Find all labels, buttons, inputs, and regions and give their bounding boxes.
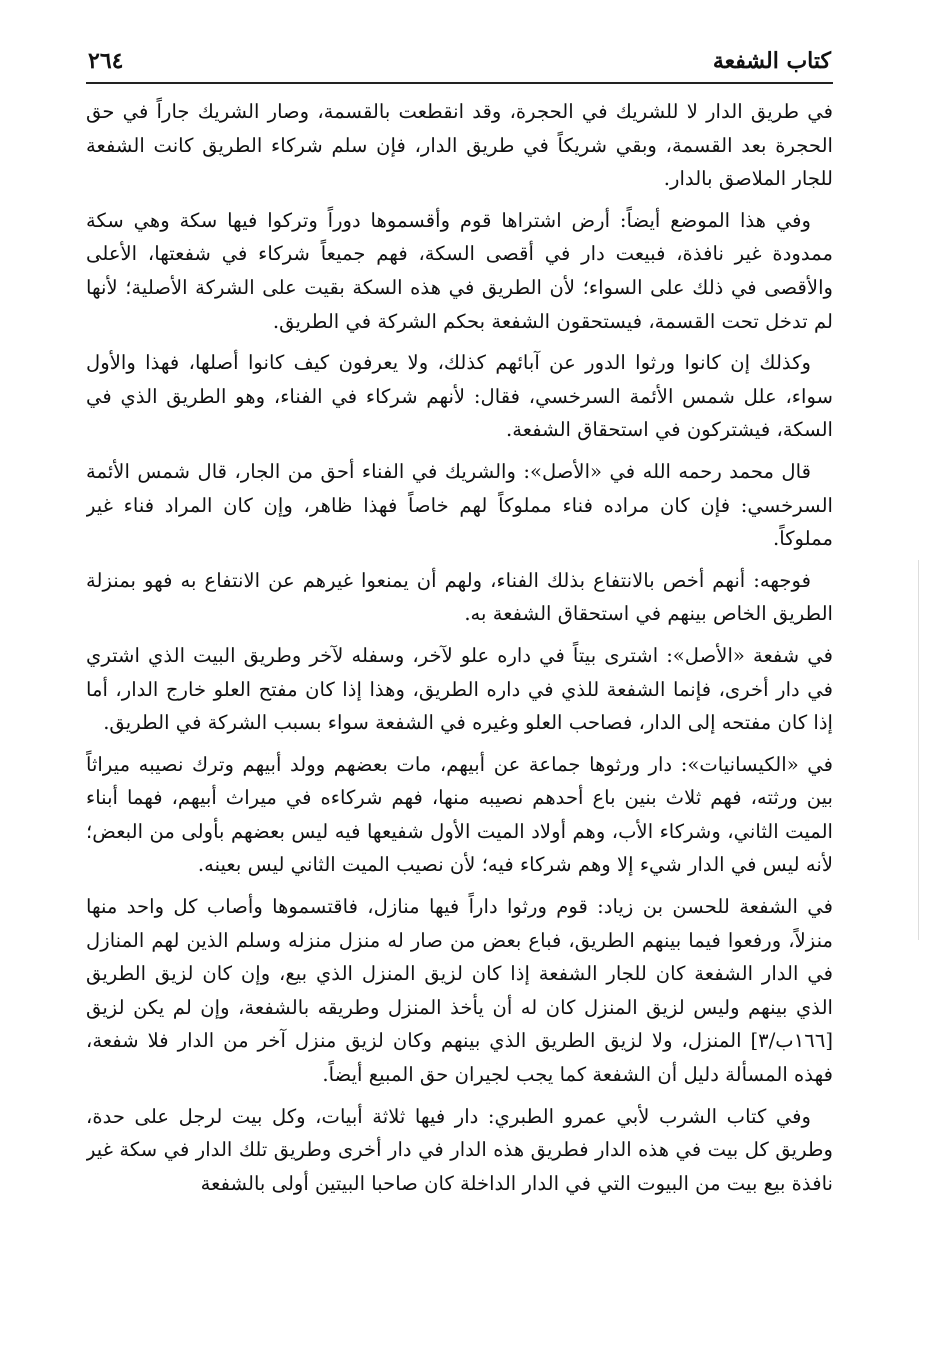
paragraph: وكذلك إن كانوا ورثوا الدور عن آبائهم كذلك، ولا يعرفون كيف كانوا أصلها، فهذا والأول سواء، علل شمس الأئمة السرخسي، فقال: لأنهم شركاء في الفناء، وهو الطريق الذي في السكة، فيشتركون في استحقاق الشفعة. xyxy=(86,351,833,442)
paragraph: وفي كتاب الشرب لأبي عمرو الطبري: دار فيها ثلاثة أبيات، وكل بيت لرجل على حدة، وطريق كل بيت في هذه الدار فطريق هذه الدار في دار أخرى وطريق تلك الدار في سكة غير نافذة بيع بيت من البيوت التي في الدار الداخلة كان صاحبا البيتين أولى بالشفعة xyxy=(86,1104,833,1195)
paragraph: في «الكيسانيات»: دار ورثوها جماعة عن أبيهم، مات بعضهم وولد أبيهم وترك نصيبه ميراثاً بين ورثته، فهم ثلاث بنين باع أحدهم نصيبه منها، فهم شركاءه في ميراث أبيهم، فهما أبناء الميت الثاني، وشركاء الأب، وهم أولاد الميت الأول شفيعها فيه ليس بعضهم بأولى من البعض؛ لأنه ليس في الدار شيء إلا وهم شركاء فيه؛ لأن نصيب الميت الثاني ليس بعينه. xyxy=(86,752,833,877)
paragraph: قال محمد رحمه الله في «الأصل»: والشريك في الفناء أحق من الجار، قال شمس الأئمة السرخسي: فإن كان مراده فناء مملوكاً لهم خاصاً فهذا ظاهر، وإن كان المراد فناء غير مملوكاً. xyxy=(86,459,833,551)
page-header xyxy=(88,38,831,74)
running-title: كتاب الشفعة xyxy=(712,48,831,74)
paragraph: فوجهه: أنهم أخص بالانتفاع بذلك الفناء، ولهم أن يمنعوا غيرهم عن الانتفاع به فهو بمنزلة الطريق الخاص بينهم في استحقاق الشفعة به. xyxy=(86,568,833,626)
body-text xyxy=(86,95,833,1354)
page-number: ٢٦٤ xyxy=(88,48,124,74)
paragraph: في الشفعة للحسن بن زياد: قوم ورثوا داراً فيها منازل، فاقتسموها وأصاب كل واحد منها منزلاً، ورفعوا فيما بينهم الطريق، فباع بعض من صار له منزل منزله وسلم الذين لهم المنازل في الدار الشفعة كان للجار الشفعة إذا كان لزيق المنزل الذي بيع، وإن كان لزيق الطريق الذي بينهم وليس لزيق المنزل كان له أن يأخذ المنزل وطريقه بالشفعة، وإن لم يكن لزيق [١٦٦ب/٣] المنزل، ولا لزيق الطريق الذي بينهم وكان لزيق منزل آخر من الدار فلا شفعة، فهذه المسألة دليل أن الشفعة كما يجب لجيران حق المبيع أيضاً. xyxy=(86,895,833,1087)
scan-margin-line xyxy=(918,560,919,940)
paragraph: في شفعة «الأصل»: اشترى بيتاً في داره علو لآخر، وسفله لآخر وطريق البيت الذي اشتري في دار أخرى، فإنما الشفعة للذي في داره الطريق، وهذا إذا كان مفتح العلو خارج الدار، أما إذا كان مفتحه إلى الدار، فصاحب العلو وغيره في الشفعة سواء بسبب الشركة في الطريق. xyxy=(86,643,833,735)
paragraph: وفي هذا الموضع أيضاً: أرض اشتراها قوم وأقسموها دوراً وتركوا فيها سكة وهي سكة ممدودة غير نافذة، فبيعت دار في أقصى السكة، فهم جميعاً شركاء في شفعتها، الأعلى والأقصى في ذلك على السواء؛ لأن الطريق في هذه السكة بقيت على الشركة الأصلية؛ لأنها لم تدخل تحت القسمة، فيستحقون الشفعة بحكم الشركة في الطريق. xyxy=(86,208,833,333)
paragraph: في طريق الدار لا للشريك في الحجرة، وقد انقطعت بالقسمة، وصار الشريك جاراً في حق الحجرة بعد القسمة، وبقي شريكاً في طريق الدار، فإن سلم شركاء الطريق كانت الشفعة للجار الملاصق بالدار. xyxy=(86,100,833,191)
header-rule xyxy=(86,82,833,84)
